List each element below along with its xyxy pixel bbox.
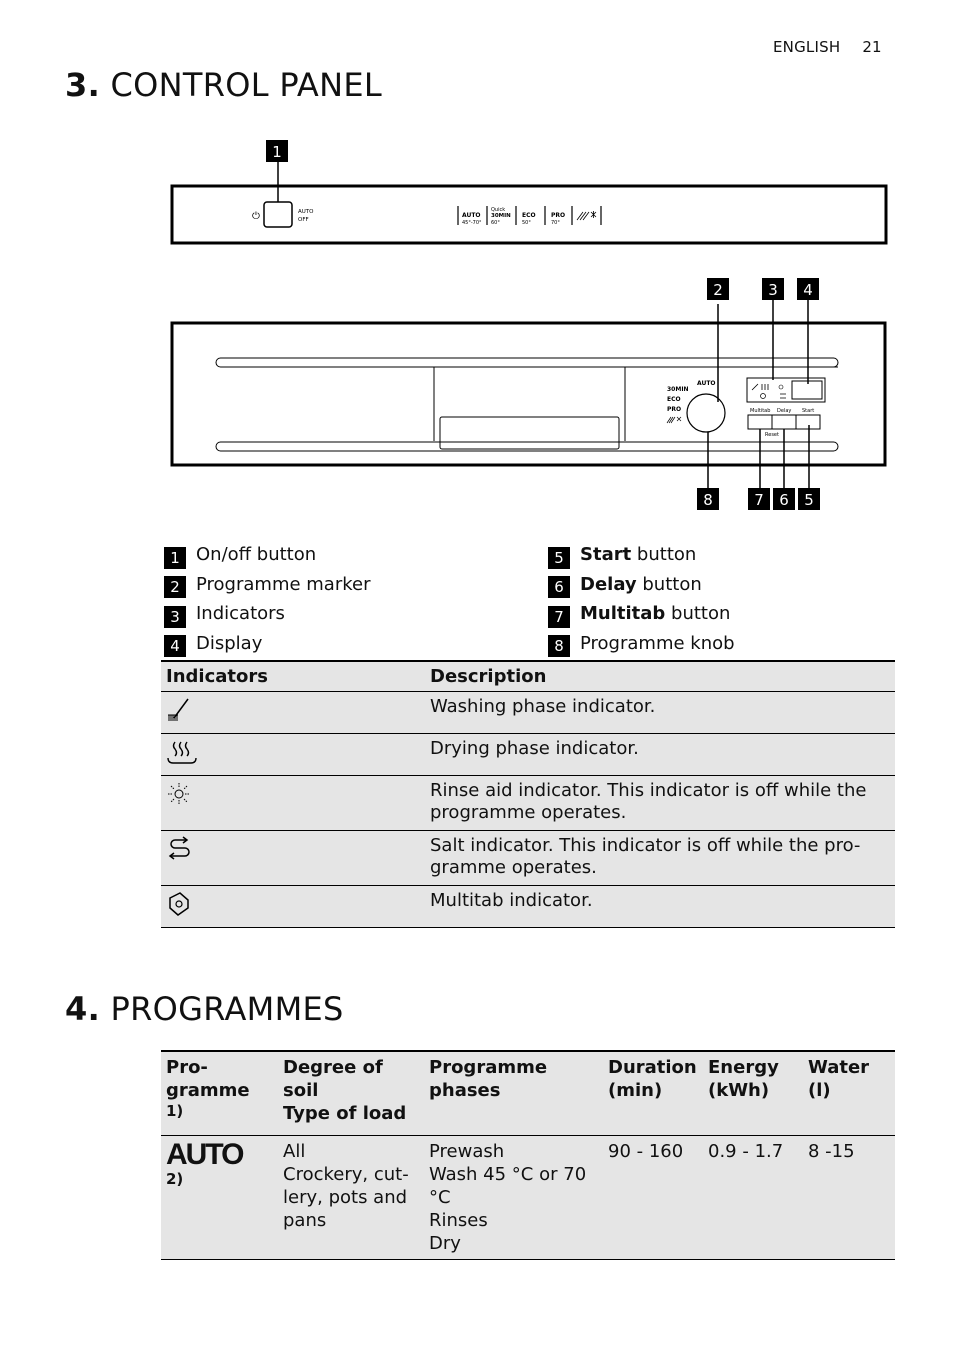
indicator-description: Rinse aid indicator. This indicator is off while the programme operates.	[425, 776, 895, 831]
drying-phase-icon	[166, 738, 198, 766]
col-header-programme	[161, 1051, 278, 1135]
legend-item	[164, 629, 371, 659]
col-header-indicators: Indicators	[161, 661, 425, 692]
legend-text: Programme knob	[580, 632, 735, 654]
section-number: 3.	[65, 66, 101, 104]
col-header-duration: Duration (min)	[603, 1051, 703, 1135]
legend-item	[548, 570, 735, 600]
page-number: 21	[862, 38, 882, 56]
delay-button[interactable]	[772, 415, 796, 429]
footnote-marker: 2)	[166, 1169, 184, 1188]
indicators-table	[161, 660, 895, 928]
programme-markers	[458, 206, 601, 226]
legend-bold: Start	[580, 544, 632, 566]
callout-1: 1	[272, 143, 282, 161]
multitab-label: Multitab	[750, 408, 771, 414]
indicator-description: Salt indicator. This indicator is off while the pro- gramme operates.	[425, 831, 895, 886]
washing-phase-icon	[166, 696, 192, 724]
panel-groove-top	[216, 358, 838, 367]
table-row	[161, 776, 895, 831]
section-title-text: CONTROL PANEL	[110, 66, 382, 104]
knob-label-eco: ECO	[667, 396, 681, 403]
reset-label: Reset	[765, 432, 779, 438]
programmes-table	[161, 1050, 895, 1260]
programme-cell	[161, 1135, 278, 1259]
col-header-description: Description	[425, 661, 895, 692]
indicator-symbols	[752, 384, 786, 399]
legend-text: Programme marker	[196, 573, 371, 595]
col-header-soil	[278, 1051, 424, 1135]
indicator-description: Washing phase indicator.	[425, 692, 895, 734]
multitab-button[interactable]	[748, 415, 772, 429]
auto-off-label-2: OFF	[298, 217, 309, 223]
knob-label-auto: AUTO	[697, 380, 716, 387]
programme-knob[interactable]	[687, 394, 725, 432]
multitab-icon	[166, 890, 194, 918]
legend-right	[548, 540, 735, 658]
table-row	[161, 1135, 895, 1259]
legend-bold: Delay	[580, 573, 637, 595]
legend-badge: 7	[548, 606, 570, 628]
callout-7: 7	[754, 491, 764, 509]
salt-icon	[166, 835, 194, 863]
legend-badge: 1	[164, 547, 186, 569]
col-header-energy: Energy (kWh)	[703, 1051, 803, 1135]
legend-item	[164, 599, 371, 629]
legend-badge: 6	[548, 576, 570, 598]
legend-left	[164, 540, 371, 658]
table-row	[161, 886, 895, 928]
panel-groove-bottom	[216, 442, 838, 451]
legend-text: button	[636, 573, 702, 595]
indicator-description: Multitab indicator.	[425, 886, 895, 928]
legend-text: On/off button	[196, 544, 317, 566]
callout-5: 5	[804, 491, 814, 509]
auto-off-label-1: AUTO	[298, 209, 314, 215]
indicator-description: Drying phase indicator.	[425, 734, 895, 776]
prog-marker-auto: AUTO	[462, 212, 481, 219]
rinse-aid-icon	[166, 780, 194, 808]
legend-text: button	[631, 544, 697, 566]
phases-cell: Prewash Wash 45 °C or 70 °C Rinses Dry	[424, 1135, 603, 1259]
callout-3: 3	[768, 281, 778, 299]
col-header-load-text: Type of load	[283, 1103, 407, 1124]
legend-badge: 3	[164, 606, 186, 628]
header-language: ENGLISH	[773, 38, 841, 56]
legend-item	[548, 540, 735, 570]
callout-4: 4	[803, 281, 813, 299]
legend-badge: 4	[164, 635, 186, 657]
prog-marker-30min-temp: 60°	[491, 220, 500, 226]
prog-marker-quick: Quick	[491, 207, 506, 213]
soil-load-cell: All Crockery, cut- lery, pots and pans	[278, 1135, 424, 1259]
prog-marker-rinse-icon	[577, 211, 596, 220]
table-row	[161, 692, 895, 734]
table-row	[161, 831, 895, 886]
prog-marker-auto-temp: 45°-70°	[462, 220, 482, 226]
footnote-marker: 1)	[166, 1102, 184, 1120]
legend-text: Indicators	[196, 603, 285, 625]
prog-marker-pro: PRO	[551, 212, 566, 219]
legend-item	[548, 629, 735, 659]
knob-rinse-icon	[667, 417, 681, 423]
legend-text: Display	[196, 632, 263, 654]
prog-marker-30min: 30MIN	[491, 213, 511, 219]
legend-text: button	[665, 603, 731, 625]
knob-label-30min: 30MIN	[667, 386, 689, 393]
control-panel-diagram	[0, 0, 954, 520]
on-off-icon: ⏻	[252, 211, 260, 222]
col-header-soil-text: Degree of soil	[283, 1057, 383, 1101]
legend-badge: 5	[548, 547, 570, 569]
legend-item	[164, 570, 371, 600]
legend-bold: Multitab	[580, 603, 666, 625]
table-row	[161, 734, 895, 776]
col-header-programme-text: Pro- gramme	[166, 1057, 250, 1101]
legend-item	[164, 540, 371, 570]
knob-label-pro: PRO	[667, 406, 682, 413]
callout-6: 6	[779, 491, 789, 509]
water-cell: 8 -15	[803, 1135, 895, 1259]
legend-badge: 2	[164, 576, 186, 598]
start-button[interactable]	[796, 415, 820, 429]
prog-marker-eco: ECO	[522, 212, 536, 219]
legend-badge: 8	[548, 635, 570, 657]
legend-item	[548, 599, 735, 629]
duration-cell: 90 - 160	[603, 1135, 703, 1259]
section-title-programmes	[65, 990, 344, 1028]
col-header-phases: Programme phases	[424, 1051, 603, 1135]
section-number: 4.	[65, 990, 101, 1028]
col-header-water: Water (l)	[803, 1051, 895, 1135]
auto-programme-logo: AUTO	[166, 1137, 243, 1171]
section-title-text: PROGRAMMES	[110, 990, 344, 1028]
callout-2: 2	[713, 281, 723, 299]
indicator-panel	[747, 378, 825, 402]
delay-label: Delay	[777, 408, 792, 414]
callout-8: 8	[703, 491, 713, 509]
bottom-panel-outline	[172, 323, 885, 465]
display-screen	[792, 381, 822, 399]
prog-marker-eco-temp: 50°	[522, 220, 531, 226]
door-handle	[440, 417, 619, 449]
on-off-button[interactable]	[264, 202, 292, 227]
start-label: Start	[802, 408, 815, 414]
energy-cell: 0.9 - 1.7	[703, 1135, 803, 1259]
prog-marker-pro-temp: 70°	[551, 220, 560, 226]
